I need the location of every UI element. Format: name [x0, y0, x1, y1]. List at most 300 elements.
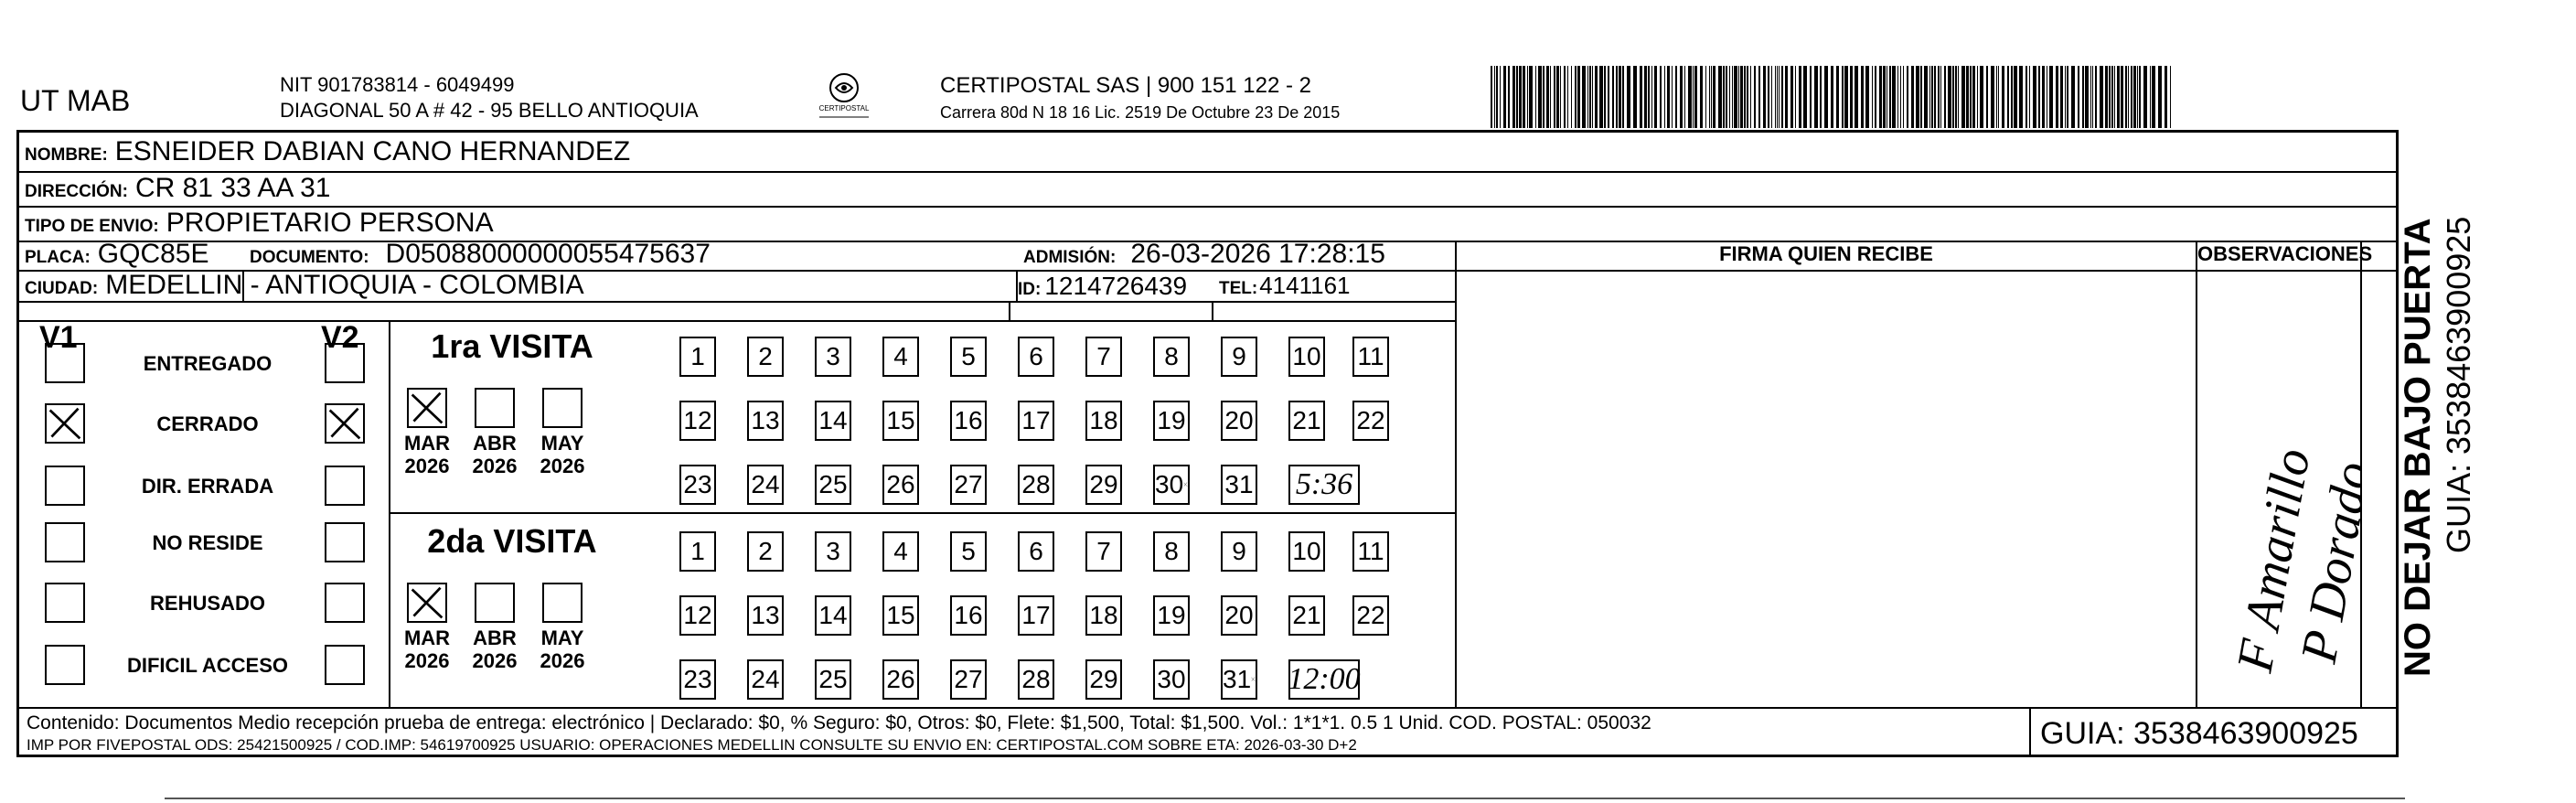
- status-label: DIR. ERRADA: [141, 475, 274, 498]
- day-number: 6: [1029, 537, 1043, 565]
- day-number: 23: [683, 665, 712, 693]
- day-number: 29: [1089, 665, 1118, 693]
- day-box[interactable]: [1352, 337, 1389, 377]
- id-label: ID:: [1018, 280, 1042, 299]
- day-number: 5: [961, 342, 976, 370]
- barcode-bar: [1556, 66, 1559, 128]
- barcode-bar: [1970, 66, 1972, 128]
- day-box[interactable]: [1288, 337, 1325, 377]
- month-name: ABR: [473, 432, 517, 455]
- day-number: 3: [826, 342, 840, 370]
- barcode-bar: [1577, 66, 1580, 128]
- barcode-bar: [1948, 66, 1951, 128]
- month-checkbox[interactable]: [407, 583, 447, 623]
- day-box[interactable]: [1352, 531, 1389, 572]
- day-box[interactable]: [747, 337, 784, 377]
- barcode-bar: [1667, 66, 1670, 128]
- barcode-bar: [2128, 66, 2129, 128]
- barcode-bar: [1664, 66, 1665, 128]
- recipient-address: CR 81 33 AA 31: [134, 173, 331, 203]
- sender-nit: NIT 901783814 - 6049499: [280, 73, 515, 96]
- day-box[interactable]: [747, 659, 784, 700]
- barcode-bar: [2121, 66, 2123, 128]
- barcode-bar: [1575, 66, 1577, 128]
- barcode-bar: [1648, 66, 1650, 128]
- day-box[interactable]: [882, 337, 919, 377]
- day-box[interactable]: [1018, 531, 1054, 572]
- document-value: D05088000000055475637: [385, 239, 711, 269]
- barcode-bar: [1640, 66, 1642, 128]
- barcode-bar: [1684, 66, 1685, 128]
- day-box[interactable]: [679, 659, 716, 700]
- day-number: 12: [683, 601, 712, 629]
- day-number: 4: [893, 537, 908, 565]
- barcode-bar: [1842, 66, 1844, 128]
- month-name: MAY: [540, 626, 584, 649]
- barcode-bar: [1619, 66, 1621, 128]
- barcode-bar: [1718, 66, 1722, 128]
- barcode-bar: [1694, 66, 1697, 128]
- day-number: 8: [1164, 342, 1179, 370]
- barcode-bar: [1550, 66, 1551, 128]
- day-box[interactable]: [950, 659, 987, 700]
- barcode-bar: [1729, 66, 1730, 128]
- status-v2-checkbox[interactable]: [325, 343, 365, 383]
- v1-header: V1: [39, 320, 78, 355]
- signature-header: FIRMA QUIEN RECIBE: [1719, 242, 1933, 265]
- barcode-bar: [1865, 66, 1869, 128]
- barcode-bar: [1900, 66, 1901, 128]
- plate-row: [25, 239, 209, 270]
- day-box[interactable]: [1085, 465, 1122, 505]
- day-box[interactable]: [679, 465, 716, 505]
- barcode-bar: [1820, 66, 1822, 128]
- day-box[interactable]: [1221, 595, 1257, 636]
- barcode-bar: [2082, 66, 2084, 128]
- day-box[interactable]: [1085, 401, 1122, 441]
- month-label: [465, 626, 524, 672]
- barcode-bar: [2014, 66, 2017, 128]
- barcode-bar: [2085, 66, 2089, 128]
- name-label: NOMBRE:: [25, 145, 108, 165]
- visit-title: 1ra VISITA: [431, 327, 593, 365]
- barcode-bar: [1958, 66, 1959, 128]
- status-label: CERRADO: [156, 412, 259, 435]
- barcode-bar: [2049, 66, 2053, 128]
- city-row: [25, 270, 584, 301]
- day-number: 8: [1164, 537, 1179, 565]
- barcode-bar: [1924, 66, 1928, 128]
- day-box[interactable]: [1221, 401, 1257, 441]
- day-box[interactable]: [1153, 659, 1190, 700]
- barcode-bar: [1627, 66, 1630, 128]
- day-box[interactable]: [1085, 531, 1122, 572]
- barcode-bar: [1503, 66, 1506, 128]
- barcode-bar: [1814, 66, 1818, 128]
- status-v1-checkbox[interactable]: [45, 645, 85, 685]
- day-box[interactable]: [747, 401, 784, 441]
- barcode-bar: [1775, 66, 1776, 128]
- barcode-bar: [1875, 66, 1876, 128]
- day-box[interactable]: [1153, 401, 1190, 441]
- barcode-bar: [1938, 66, 1940, 128]
- barcode-bar: [1516, 66, 1518, 128]
- day-box[interactable]: [1153, 595, 1190, 636]
- day-box[interactable]: [882, 595, 919, 636]
- barcode-bar: [1777, 66, 1778, 128]
- barcode-bar: [1758, 66, 1760, 128]
- barcode-bar: [1616, 66, 1618, 128]
- barcode-bar: [2056, 66, 2058, 128]
- month-year: 2026: [404, 649, 450, 672]
- day-box[interactable]: [882, 659, 919, 700]
- day-box[interactable]: [815, 465, 851, 505]
- day-box[interactable]: [1153, 531, 1190, 572]
- barcode-bar: [1768, 66, 1769, 128]
- month-label: [533, 432, 592, 477]
- barcode-bar: [1998, 66, 1999, 128]
- id-row: [1018, 272, 1187, 301]
- plate-value: GQC85E: [97, 239, 209, 269]
- barcode-bar: [2131, 66, 2132, 128]
- type-row: [25, 208, 494, 239]
- barcode-bar: [1494, 66, 1495, 128]
- barcode-bar: [1781, 66, 1783, 128]
- day-box[interactable]: [950, 595, 987, 636]
- month-label: [465, 432, 524, 477]
- x-mark-icon: [47, 405, 83, 442]
- day-number: 16: [954, 406, 983, 434]
- day-box[interactable]: [747, 595, 784, 636]
- footer-content: Contenido: Documentos Medio recepción prueba de entrega: electrónico | Declarado: $0, % Seguro: $0, Otros: $0, Flete: $1,500, Total: $1,500. Vol.: 1*1*1. 0.5 1 Unid. COD. POSTAL: 050032: [27, 712, 1651, 733]
- status-v2-checkbox[interactable]: [325, 466, 365, 506]
- barcode-bar: [1529, 66, 1533, 128]
- day-number: 27: [954, 470, 983, 498]
- barcode-bar: [1723, 66, 1725, 128]
- day-box[interactable]: [679, 531, 716, 572]
- barcode-bar: [2109, 66, 2111, 128]
- admission-label: ADMISIÓN:: [1023, 248, 1117, 267]
- v2-header: V2: [321, 320, 359, 355]
- day-box[interactable]: [882, 465, 919, 505]
- scan-edge: [165, 798, 2405, 799]
- status-v1-checkbox[interactable]: [45, 522, 85, 562]
- month-name: MAR: [403, 626, 451, 649]
- day-number: 6: [1029, 342, 1043, 370]
- day-number: 17: [1021, 601, 1051, 629]
- day-box[interactable]: [1352, 401, 1389, 441]
- barcode-bar: [1589, 66, 1591, 128]
- visit-time-box[interactable]: 5:36: [1288, 465, 1360, 505]
- barcode-bar: [1527, 66, 1528, 128]
- status-v1-checkbox[interactable]: [45, 403, 85, 444]
- barcode-bar: [2065, 66, 2066, 128]
- barcode-bar: [1879, 66, 1882, 128]
- handwritten-observations: [2197, 272, 2360, 705]
- day-box[interactable]: [815, 531, 851, 572]
- day-box[interactable]: [1288, 595, 1325, 636]
- day-box[interactable]: [1153, 465, 1190, 505]
- day-number: 1: [690, 342, 705, 370]
- status-label: DIFICIL ACCESO: [126, 654, 288, 677]
- barcode-bar: [1508, 66, 1510, 128]
- day-number: 19: [1157, 406, 1186, 434]
- barcode-bar: [1754, 66, 1756, 128]
- status-v1-checkbox[interactable]: [45, 466, 85, 506]
- day-box[interactable]: [1085, 595, 1122, 636]
- day-box[interactable]: [1085, 659, 1122, 700]
- day-box[interactable]: [1221, 337, 1257, 377]
- barcode-bar: [1567, 66, 1568, 128]
- barcode-bar: [1592, 66, 1593, 128]
- barcode-bar: [2042, 66, 2045, 128]
- barcode-bar: [1622, 66, 1624, 128]
- month-checkbox[interactable]: [542, 583, 583, 623]
- sender-address: DIAGONAL 50 A # 42 - 95 BELLO ANTIOQUIA: [280, 99, 699, 122]
- barcode-bar: [1608, 66, 1609, 128]
- day-box[interactable]: [815, 337, 851, 377]
- barcode-bar: [2164, 66, 2167, 128]
- signature-area[interactable]: [1457, 272, 2194, 705]
- barcode-bar: [1836, 66, 1839, 128]
- barcode-bar: [1554, 66, 1555, 128]
- day-number: 2: [758, 342, 773, 370]
- barcode-bar: [1779, 66, 1780, 128]
- day-number: 15: [886, 601, 915, 629]
- barcode-bar: [1496, 66, 1498, 128]
- footer-guia: GUIA: 3538463900925: [2040, 716, 2358, 751]
- barcode-bar: [2158, 66, 2162, 128]
- barcode-bar: [1546, 66, 1549, 128]
- month-checkbox[interactable]: [475, 583, 515, 623]
- day-box[interactable]: [1018, 337, 1054, 377]
- document-label: DOCUMENTO:: [250, 248, 369, 267]
- month-year: 2026: [472, 455, 518, 477]
- barcode-bar: [1803, 66, 1807, 128]
- barcode-bar: [2143, 66, 2147, 128]
- observation-line-2: P Dorado: [2290, 457, 2360, 668]
- day-box[interactable]: [950, 465, 987, 505]
- day-box[interactable]: [747, 531, 784, 572]
- day-box[interactable]: [882, 531, 919, 572]
- company-license: Carrera 80d N 18 16 Lic. 2519 De Octubre 23 De 2015: [940, 103, 1341, 122]
- barcode-bar: [1595, 66, 1598, 128]
- barcode-bar: [1732, 66, 1733, 128]
- barcode-bar: [1738, 66, 1739, 128]
- day-number: 14: [818, 601, 848, 629]
- admission-row: [1023, 239, 1385, 270]
- barcode-bar: [2117, 66, 2120, 128]
- day-box[interactable]: [679, 595, 716, 636]
- day-number: 21: [1292, 601, 1321, 629]
- barcode-bar: [1883, 66, 1886, 128]
- barcode-bar: [1564, 66, 1566, 128]
- barcode-bar: [1799, 66, 1801, 128]
- month-year: 2026: [472, 649, 518, 672]
- barcode-bar: [1535, 66, 1536, 128]
- day-box[interactable]: [1018, 659, 1054, 700]
- barcode-bar: [1582, 66, 1586, 128]
- type-label: TIPO DE ENVIO:: [25, 217, 159, 236]
- barcode-bar: [1824, 66, 1828, 128]
- barcode-bar: [1810, 66, 1812, 128]
- company-name: CERTIPOSTAL SAS | 900 151 122 - 2: [940, 73, 1311, 98]
- barcode-bar: [1955, 66, 1957, 128]
- day-box[interactable]: [882, 401, 919, 441]
- day-box[interactable]: [1018, 401, 1054, 441]
- month-label: [398, 626, 456, 672]
- side-warning: NO DEJAR BAJO PUERTA: [2398, 218, 2438, 677]
- day-number: 26: [886, 665, 915, 693]
- day-box[interactable]: [815, 401, 851, 441]
- barcode-bar: [1523, 66, 1525, 128]
- barcode-bar: [1711, 66, 1712, 128]
- barcode-bar: [2150, 66, 2151, 128]
- tel-row: [1219, 272, 1351, 300]
- barcode-bar: [2105, 66, 2108, 128]
- barcode-bar: [1991, 66, 1994, 128]
- barcode-bar: [2125, 66, 2127, 128]
- day-box[interactable]: [1018, 465, 1054, 505]
- barcode-bar: [1929, 66, 1930, 128]
- barcode-bar: [2033, 66, 2036, 128]
- barcode-bar: [2071, 66, 2075, 128]
- x-mark-icon: [409, 584, 445, 621]
- day-box[interactable]: [679, 337, 716, 377]
- shipment-type: PROPIETARIO PERSONA: [166, 208, 494, 238]
- day-number: 29: [1089, 470, 1118, 498]
- day-box[interactable]: [950, 337, 987, 377]
- day-box[interactable]: [1085, 337, 1122, 377]
- barcode-bar: [1672, 66, 1673, 128]
- day-box[interactable]: [1288, 401, 1325, 441]
- barcode-bar: [1512, 66, 1515, 128]
- barcode-bar: [1952, 66, 1954, 128]
- barcode-bar: [1693, 66, 1694, 128]
- day-box[interactable]: [1288, 531, 1325, 572]
- status-label: REHUSADO: [150, 592, 265, 615]
- barcode-bar: [1680, 66, 1683, 128]
- status-label: ENTREGADO: [143, 352, 273, 375]
- barcode-bar: [1726, 66, 1727, 128]
- barcode-bar: [1734, 66, 1737, 128]
- day-number: 24: [751, 665, 780, 693]
- barcode-bar: [2137, 66, 2138, 128]
- day-box[interactable]: [1221, 659, 1257, 700]
- day-number: 17: [1021, 406, 1051, 434]
- day-box[interactable]: [815, 659, 851, 700]
- barcode-bar: [1519, 66, 1522, 128]
- month-name: ABR: [473, 626, 517, 649]
- day-box[interactable]: [1221, 465, 1257, 505]
- day-box[interactable]: [950, 401, 987, 441]
- delivery-form: [16, 130, 2399, 757]
- day-number: 30: [1157, 665, 1186, 693]
- barcode-bar: [2029, 66, 2030, 128]
- visit-title: 2da VISITA: [427, 522, 597, 560]
- barcode-bar: [1972, 66, 1975, 128]
- month-checkbox[interactable]: [542, 388, 583, 428]
- month-checkbox[interactable]: [407, 388, 447, 428]
- barcode-bar: [1961, 66, 1965, 128]
- x-mark-icon: [409, 390, 445, 426]
- admission-value: 26-03-2026 17:28:15: [1130, 239, 1385, 269]
- day-box[interactable]: [1153, 337, 1190, 377]
- barcode-bar: [1844, 66, 1848, 128]
- barcode-bar: [1940, 66, 1941, 128]
- barcode-bar: [1986, 66, 1988, 128]
- barcode-bar: [1977, 66, 1978, 128]
- day-box[interactable]: [950, 531, 987, 572]
- barcode-bar: [1713, 66, 1716, 128]
- barcode-bar: [1705, 66, 1706, 128]
- barcode-bar: [2011, 66, 2013, 128]
- x-mark-icon: [1183, 482, 1188, 487]
- barcode-bar: [1604, 66, 1606, 128]
- barcode-bar: [1771, 66, 1772, 128]
- barcode-bar: [1763, 66, 1766, 128]
- barcode-bar: [1644, 66, 1647, 128]
- day-number: 7: [1096, 342, 1111, 370]
- city-label: CIUDAD:: [25, 279, 99, 298]
- status-v1-checkbox[interactable]: [45, 343, 85, 383]
- barcode-bar: [2092, 66, 2093, 128]
- day-box[interactable]: [815, 595, 851, 636]
- day-number: 19: [1157, 601, 1186, 629]
- status-v2-checkbox[interactable]: [325, 522, 365, 562]
- barcode-bar: [1560, 66, 1561, 128]
- day-box[interactable]: [679, 401, 716, 441]
- month-checkbox[interactable]: [475, 388, 515, 428]
- barcode-bar: [2007, 66, 2009, 128]
- day-number: 25: [818, 665, 848, 693]
- observations-area[interactable]: [2197, 272, 2360, 705]
- barcode-bar: [1861, 66, 1864, 128]
- month-label: [533, 626, 592, 672]
- barcode-bar: [1543, 66, 1545, 128]
- barcode-bar: [2019, 66, 2023, 128]
- barcode-bar: [1740, 66, 1743, 128]
- plate-label: PLACA:: [25, 248, 91, 267]
- day-box[interactable]: [1221, 531, 1257, 572]
- day-box[interactable]: [747, 465, 784, 505]
- status-v2-checkbox[interactable]: [325, 645, 365, 685]
- recipient-name: ESNEIDER DABIAN CANO HERNANDEZ: [114, 136, 631, 166]
- day-box[interactable]: [1352, 595, 1389, 636]
- day-number: 10: [1292, 537, 1321, 565]
- barcode-bar: [1587, 66, 1588, 128]
- tel-label: TEL:: [1219, 279, 1258, 298]
- barcode-bar: [1872, 66, 1873, 128]
- barcode-bar: [2060, 66, 2063, 128]
- day-number: 10: [1292, 342, 1321, 370]
- barcode-bar: [1538, 66, 1542, 128]
- day-number: 15: [886, 406, 915, 434]
- status-v1-checkbox[interactable]: [45, 583, 85, 623]
- barcode-bar: [1850, 66, 1853, 128]
- barcode-bar: [1660, 66, 1662, 128]
- city-value: MEDELLIN - ANTIOQUIA - COLOMBIA: [105, 270, 584, 300]
- month-label: [398, 432, 456, 477]
- status-v2-checkbox[interactable]: [325, 583, 365, 623]
- day-number: 30: [1155, 470, 1184, 498]
- day-number: 9: [1232, 342, 1246, 370]
- barcode-bar: [1599, 66, 1603, 128]
- visit-time-box[interactable]: 12:00: [1288, 659, 1360, 700]
- status-v2-checkbox[interactable]: [325, 403, 365, 444]
- barcode-bar: [1980, 66, 1983, 128]
- day-box[interactable]: [1018, 595, 1054, 636]
